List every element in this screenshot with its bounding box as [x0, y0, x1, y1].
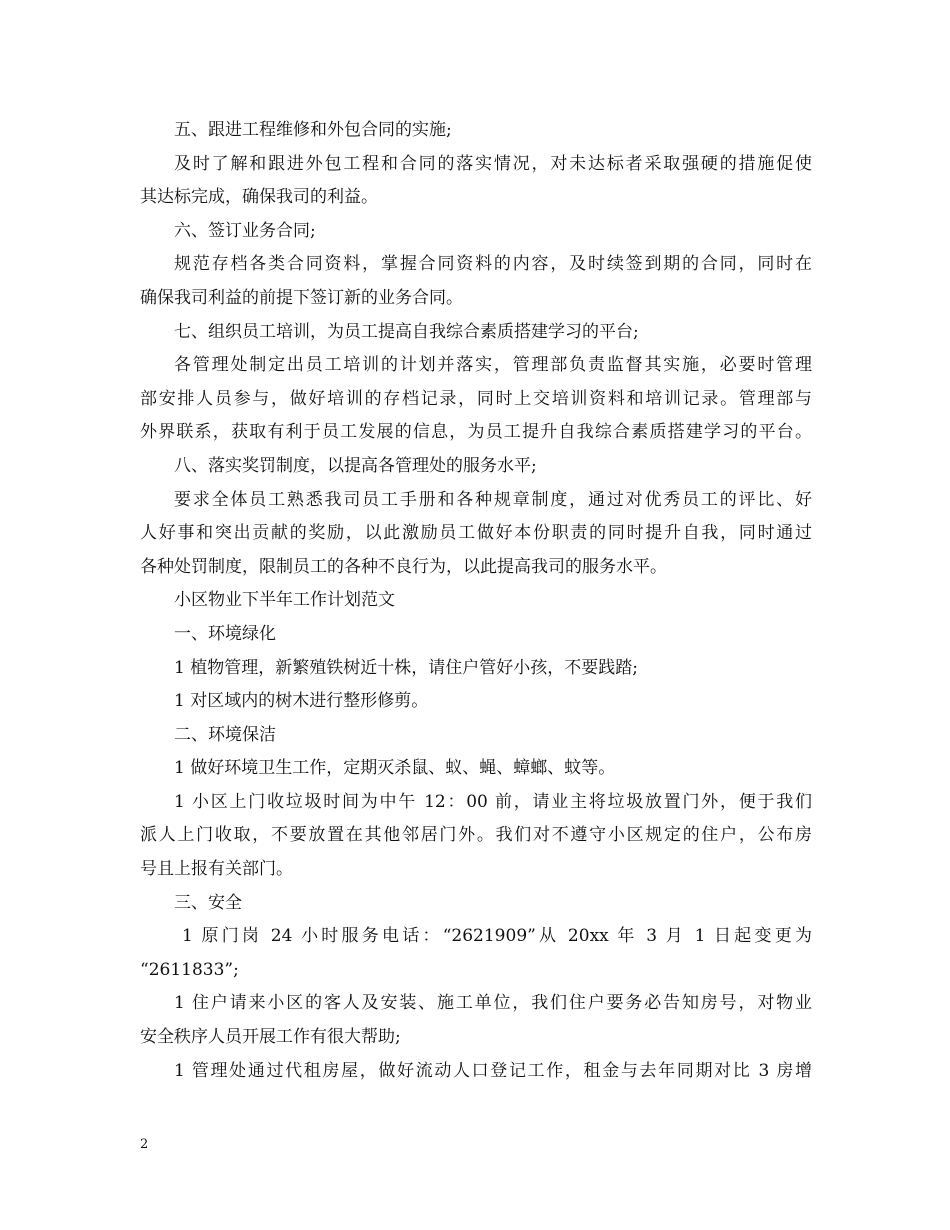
- paragraph-line: “2611833”;: [140, 959, 239, 980]
- section-heading: 五、跟进工程维修和外包合同的实施;: [174, 120, 452, 140]
- paragraph-line: 要求全体员工熟悉我司员工手册和各种规章制度，通过对优秀员工的评比、好: [174, 489, 812, 510]
- section-heading: 二、环境保洁: [174, 724, 276, 745]
- list-item: 1 管理处通过代租房屋，做好流动人口登记工作，租金与去年同期对比 3 房增: [174, 1060, 812, 1081]
- section-heading: 六、签订业务合同;: [174, 220, 316, 241]
- paragraph-line: 人好事和突出贡献的奖励，以此激励员工做好本份职责的同时提升自我，同时通过: [140, 523, 812, 544]
- paragraph-line: 各种处罚制度，限制员工的各种不良行为，以此提高我司的服务水平。: [140, 556, 667, 577]
- paragraph-line: 及时了解和跟进外包工程和合同的落实情况，对未达标者采取强硬的措施促使: [174, 153, 812, 174]
- paragraph-line: 号且上报有关部门。: [140, 859, 293, 880]
- section-heading: 一、环境绿化: [174, 623, 276, 644]
- paragraph-line: 规范存档各类合同资料，掌握合同资料的内容，及时续签到期的合同，同时在: [174, 254, 812, 275]
- paragraph-line: 各管理处制定出员工培训的计划并落实，管理部负责监督其实施，必要时管理: [174, 355, 812, 376]
- paragraph-line: 确保我司利益的前提下签订新的业务合同。: [140, 287, 463, 308]
- list-item: 1 住户请来小区的客人及安装、施工单位，我们住户要务必告知房号，对物业: [174, 993, 812, 1014]
- page-number: 2: [140, 1137, 149, 1152]
- list-item: 1 做好环境卫生工作，定期灭杀鼠、蚁、蝇、蟑螂、蚊等。: [174, 758, 616, 779]
- list-item: 1 小区上门收垃圾时间为中午 12：00 前，请业主将垃圾放置门外，便于我们: [174, 791, 812, 812]
- paragraph-line: 其达标完成，确保我司的利益。: [140, 187, 378, 208]
- section-heading: 三、安全: [174, 892, 242, 913]
- paragraph-line: 派人上门收取，不要放置在其他邻居门外。我们对不遵守小区规定的住户，公布房: [140, 825, 812, 846]
- paragraph-line: 外界联系，获取有利于员工发展的信息，为员工提升自我综合素质搭建学习的平台。: [140, 422, 812, 443]
- section-heading: 八、落实奖罚制度，以提高各管理处的服务水平;: [174, 455, 537, 476]
- list-item: 1 对区域内的树木进行整形修剪。: [174, 691, 429, 712]
- paragraph-line: 安全秩序人员开展工作有很大帮助;: [140, 1027, 401, 1048]
- section-heading: 七、组织员工培训，为员工提高自我综合素质搭建学习的平台;: [174, 321, 639, 342]
- list-item: 1 植物管理，新繁殖铁树近十株，请住户管好小孩，不要践踏;: [174, 657, 638, 678]
- document-subtitle: 小区物业下半年工作计划范文: [174, 590, 395, 611]
- paragraph-line: 部安排人员参与，做好培训的存档记录，同时上交培训资料和培训记录。管理部与: [140, 388, 812, 409]
- list-item: 1 原门岗 24 小时服务电话：“2621909”从 20xx 年 3 月 1 日起变更为: [182, 926, 812, 947]
- document-body: [140, 114, 812, 1088]
